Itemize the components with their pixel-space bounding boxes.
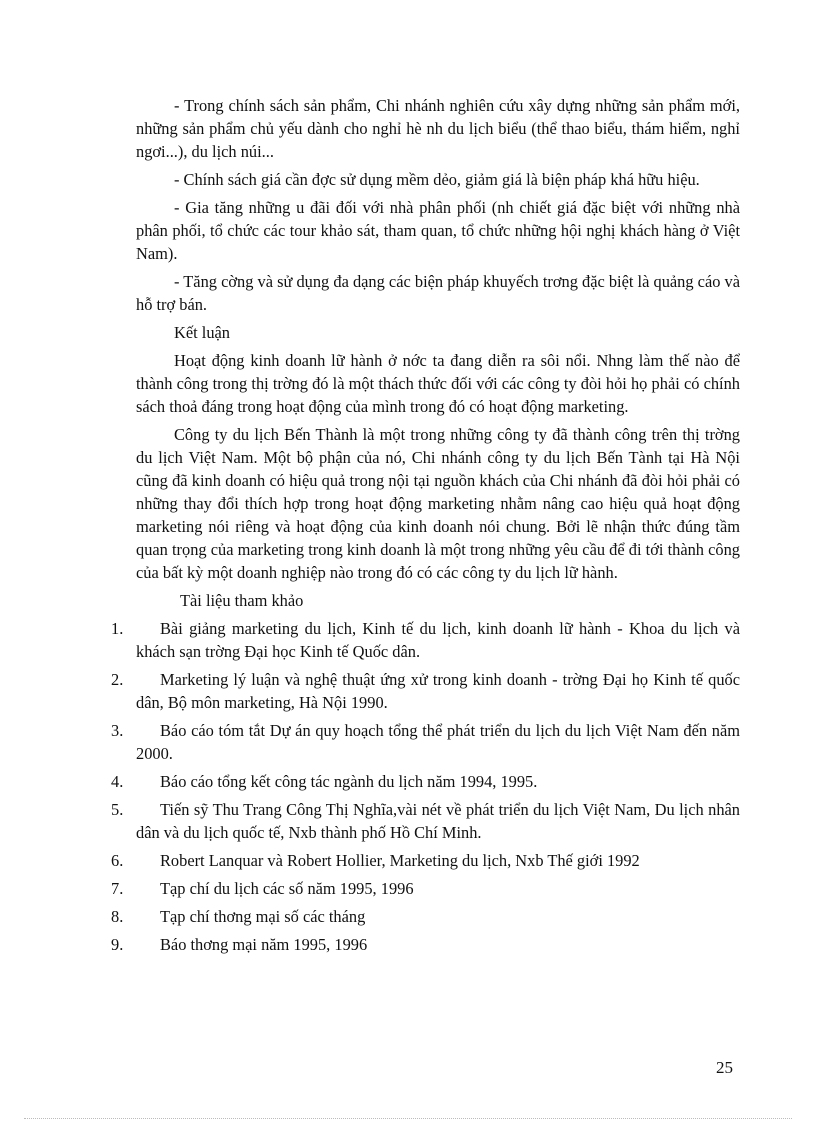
reference-text: Tạp chí du lịch các số năm 1995, 1996 bbox=[160, 879, 414, 898]
footer-divider bbox=[24, 1118, 792, 1119]
reference-text: Báo cáo tóm tắt Dự án quy hoạch tổng thể phát triển du lịch du lịch Việt Nam đến năm 2000. bbox=[136, 721, 740, 763]
policy-paragraph-promotion: - Tăng cờng và sử dụng đa dạng các biện pháp khuyếch trơng đặc biệt là quảng cáo và hỗ trợ bán. bbox=[136, 272, 740, 314]
reference-text: Tiến sỹ Thu Trang Công Thị Nghĩa,vài nét về phát triển du lịch Việt Nam, Du lịch nhân dân và du lịch quốc tế, Nxb thành phố Hồ Chí Minh. bbox=[136, 800, 740, 842]
reference-number: 9. bbox=[111, 935, 124, 954]
reference-number: 7. bbox=[111, 879, 124, 898]
reference-number: 6. bbox=[111, 851, 124, 870]
reference-number: 3. bbox=[111, 721, 124, 740]
policy-paragraph-price: - Chính sách giá cần đợc sử dụng mềm dẻo, giảm giá là biện pháp khá hữu hiệu. bbox=[174, 170, 700, 189]
reference-text: Báo cáo tổng kết công tác ngành du lịch năm 1994, 1995. bbox=[160, 772, 538, 791]
reference-item bbox=[111, 770, 740, 793]
reference-item bbox=[111, 933, 740, 956]
conclusion-heading: Kết luận bbox=[174, 323, 230, 342]
policy-paragraph-distributor: - Gia tăng những u đãi đối với nhà phân phối (nh chiết giá đặc biệt với những nhà phân phối, tổ chức các tour khảo sát, tham quan, tổ chức những hội nghị khách hàng ở Việt Nam). bbox=[136, 198, 740, 263]
references-list bbox=[111, 617, 740, 956]
reference-text: Tạp chí thơng mại số các tháng bbox=[160, 907, 366, 926]
reference-item bbox=[111, 617, 740, 663]
reference-item bbox=[111, 877, 740, 900]
reference-number: 8. bbox=[111, 907, 124, 926]
reference-text: Báo thơng mại năm 1995, 1996 bbox=[160, 935, 368, 954]
reference-item bbox=[111, 719, 740, 765]
page-number: 25 bbox=[716, 1058, 733, 1077]
reference-item bbox=[111, 905, 740, 928]
reference-text: Bài giảng marketing du lịch, Kinh tế du lịch, kinh doanh lữ hành - Khoa du lịch và khách sạn trờng Đại học Kinh tế Quốc dân. bbox=[136, 619, 740, 661]
reference-number: 5. bbox=[111, 800, 124, 819]
conclusion-paragraph: Công ty du lịch Bến Thành là một trong những công ty đã thành công trên thị trờng du lịch Việt Nam. Một bộ phận của nó, Chi nhánh công ty du lịch Bến Tành tại Hà Nội cũng đã kinh doanh có hiệu quả trong nội tại nguồn khách của Chi nhánh đã đòi hỏi phải có những thay đổi thích hợp trong hoạt động marketing nhằm nâng cao hiệu quả hoạt động marketing nói riêng và hoạt động của kinh doanh nói chung. Bởi lẽ nhận thức đúng tầm quan trọng của marketing trong kinh doanh là một trong những yêu cầu để đi tới thành công của bất kỳ một doanh nghiệp nào trong đó có các công ty du lịch lữ hành. bbox=[136, 425, 740, 582]
reference-text: Robert Lanquar và Robert Hollier, Marketing du lịch, Nxb Thế giới 1992 bbox=[160, 851, 640, 870]
reference-item bbox=[111, 668, 740, 714]
reference-item bbox=[111, 798, 740, 844]
reference-number: 1. bbox=[111, 619, 124, 638]
policy-paragraph-product: - Trong chính sách sản phẩm, Chi nhánh nghiên cứu xây dựng những sản phẩm mới, những sản phẩm chủ yếu dành cho nghỉ hè nh du lịch biểu (thể thao biểu, thám hiểm, nghỉ ngơi...), du lịch núi... bbox=[136, 96, 740, 161]
reference-item bbox=[111, 849, 740, 872]
reference-text: Marketing lý luận và nghệ thuật ứng xử trong kinh doanh - trờng Đại họ Kinh tế quốc dân, Bộ môn marketing, Hà Nội 1990. bbox=[136, 670, 740, 712]
reference-number: 4. bbox=[111, 772, 124, 791]
page-content bbox=[111, 94, 740, 961]
conclusion-paragraph: Hoạt động kinh doanh lữ hành ở nớc ta đang diễn ra sôi nổi. Nhng làm thế nào để thành công trong thị trờng đó là một thách thức đối với các công ty đòi hỏi họ phải có chính sách thoả đáng trong hoạt động của mình trong đó có hoạt động marketing. bbox=[136, 351, 740, 416]
references-heading: Tài liệu tham khảo bbox=[180, 591, 304, 610]
reference-number: 2. bbox=[111, 670, 124, 689]
